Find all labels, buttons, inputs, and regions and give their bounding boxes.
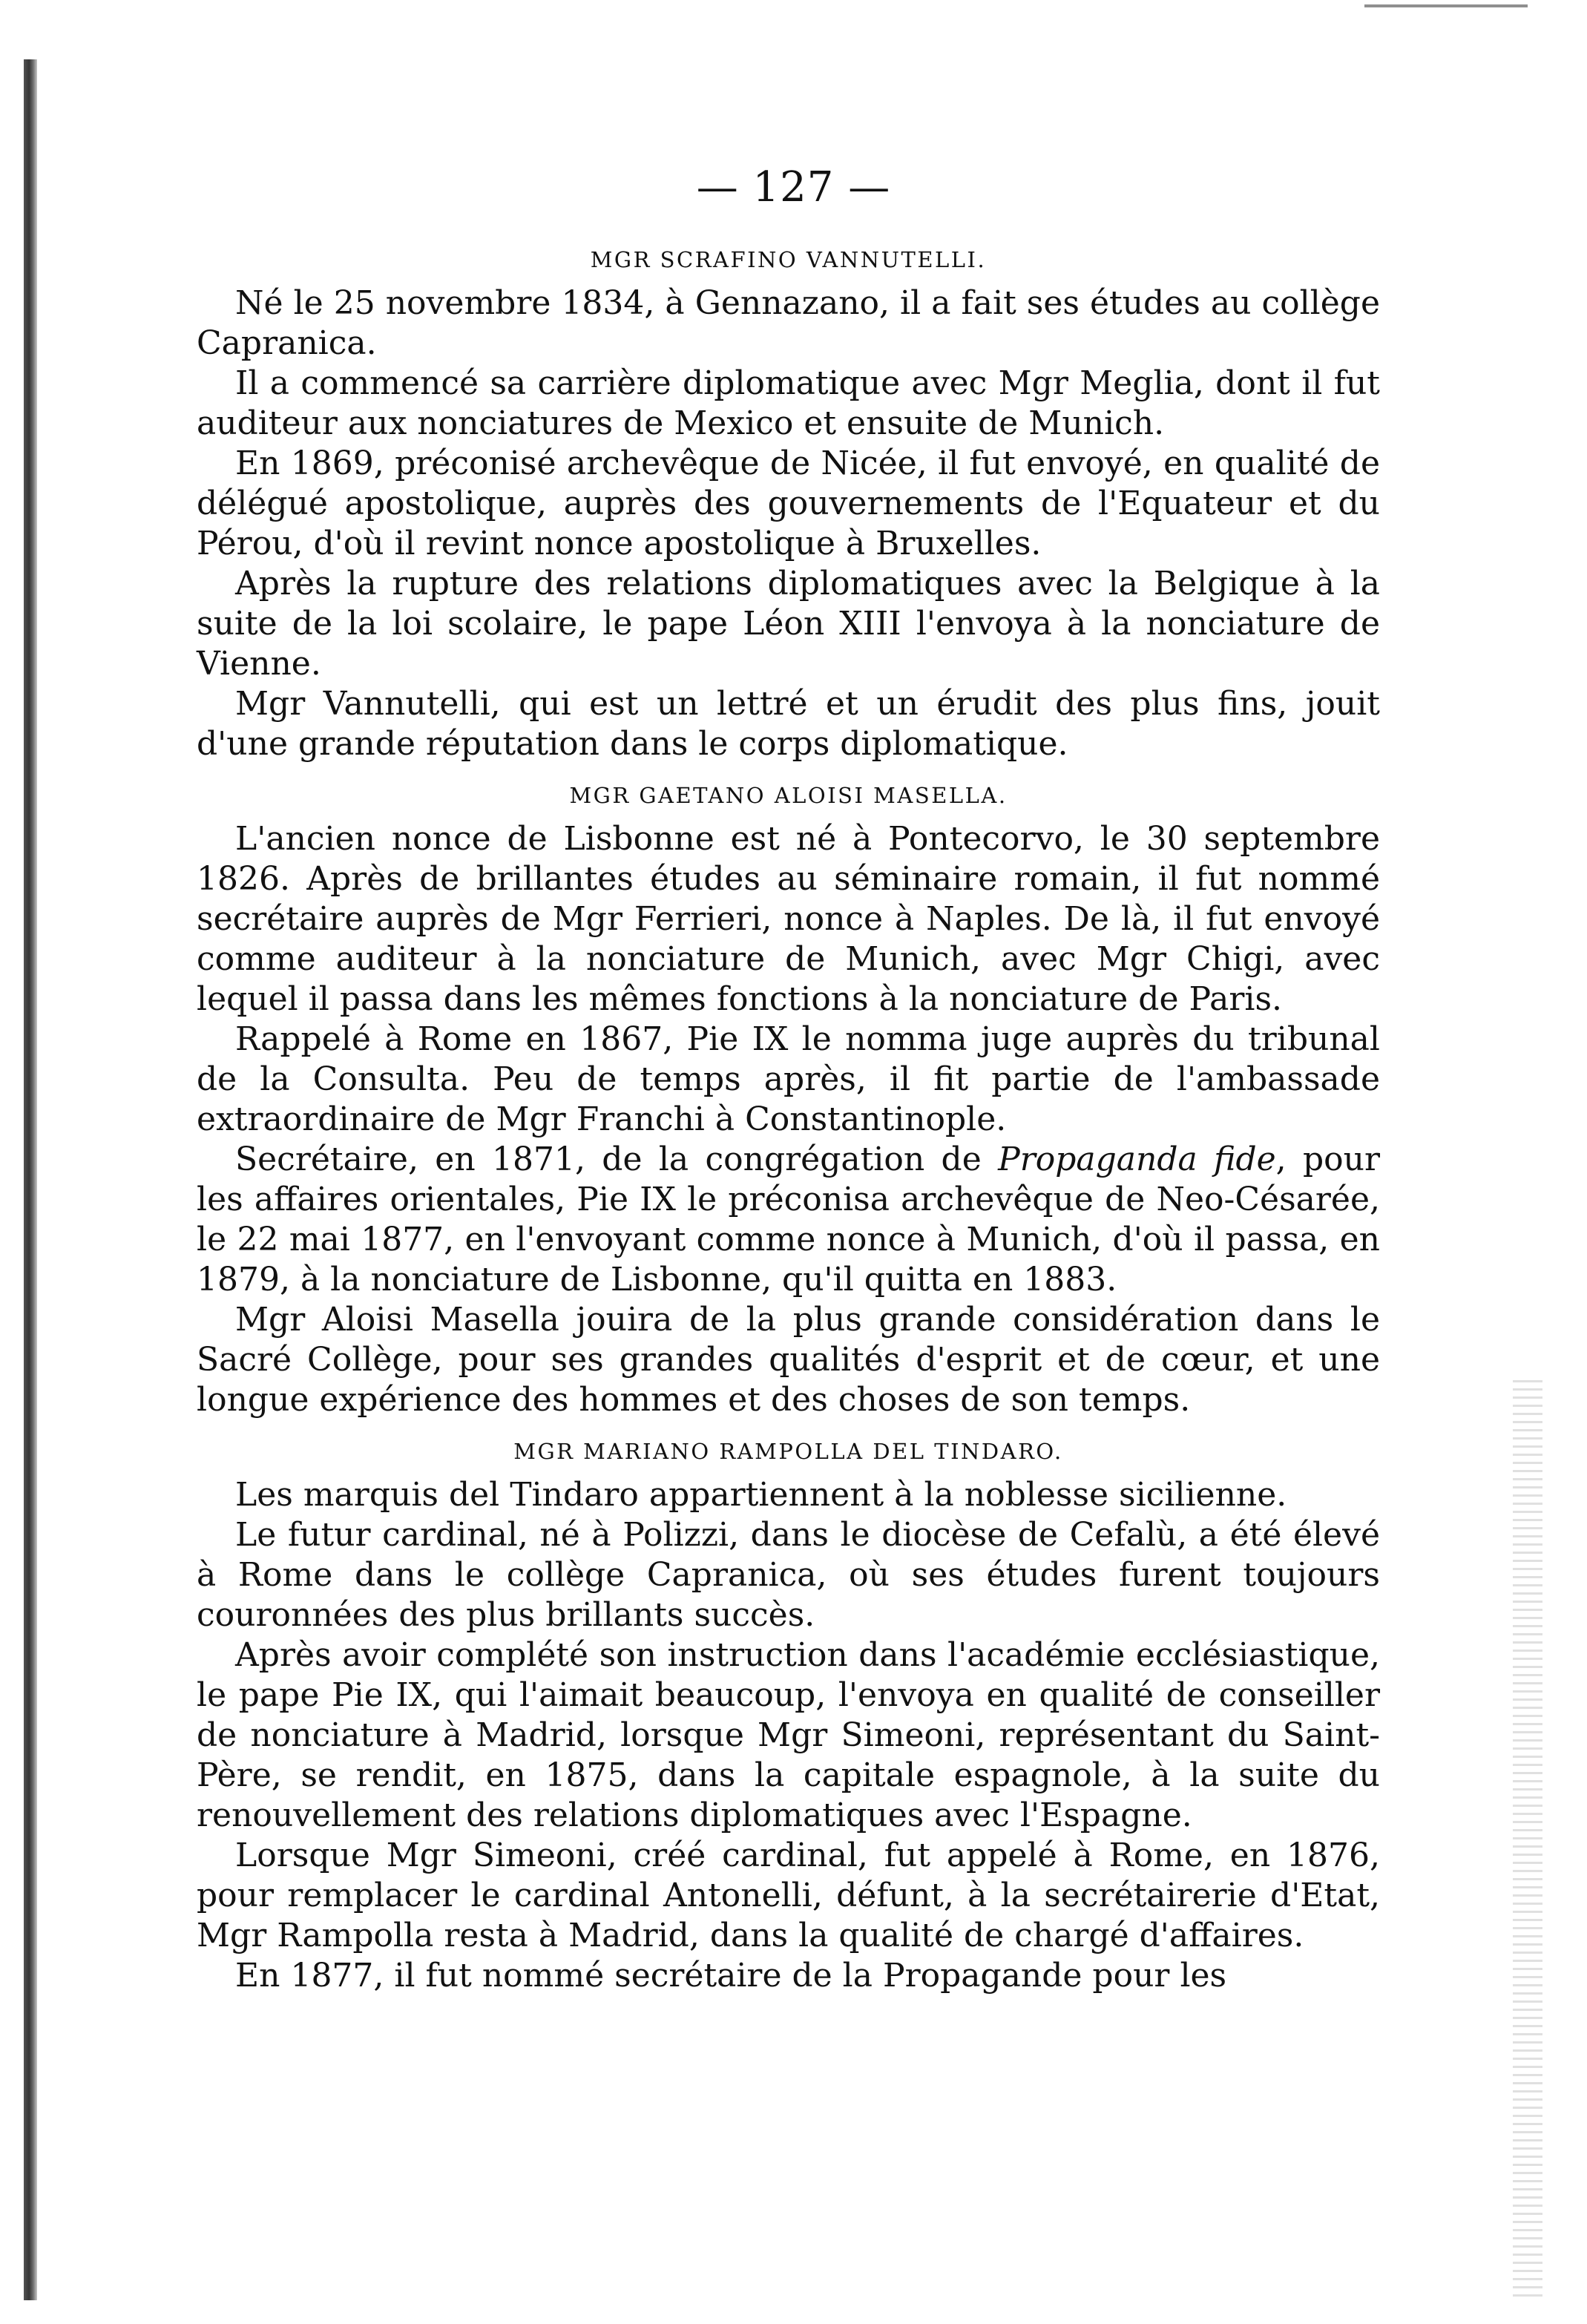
paragraph: Né le 25 novembre 1834, à Gennazano, il a fait ses études au collège Capranica. xyxy=(197,284,1380,362)
paragraph: Le futur cardinal, né à Polizzi, dans le diocèse de Cefalù, a été élevé à Rome dans le collège Capranica, où ses études furent toujours couronnées des plus brillants succès. xyxy=(197,1516,1380,1634)
paragraph: Rappelé à Rome en 1867, Pie IX le nomma juge auprès du tribunal de la Consulta. Peu de temps après, il fit partie de l'ambassade extraordinaire de Mgr Franchi à Constantinople. xyxy=(197,1020,1380,1138)
paragraph xyxy=(197,1140,1380,1300)
paragraph: En 1877, il fut nommé secrétaire de la Propagande pour les xyxy=(235,1957,1227,1995)
section-title: MGR GAETANO ALOISI MASELLA. xyxy=(569,783,1008,808)
paragraph-start: Secrétaire, en 1871, de la congrégation de xyxy=(235,1140,999,1178)
page-number: — 127 — xyxy=(696,163,891,211)
paragraph: Après avoir complété son instruction dans l'académie ecclésiastique, le pape Pie IX, qui l'aimait beaucoup, l'envoya en qualité de conseiller de nonciature à Madrid, lorsque Mgr Simeoni, représentant du Saint-Père, se rendit, en 1875, dans la capitale espagnole, à la suite du renouvellement des relations diplomatiques avec l'Espagne. xyxy=(197,1636,1380,1834)
scan-top-noise xyxy=(1364,4,1528,7)
paragraph-end: , pour les affaires orientales, Pie IX le préconisa archevêque de Neo-Césarée, le 22 mai 1877, en l'envoyant comme nonce à Munich, d'où il passa, en 1879, à la nonciature de Lisbonne, qu'il quitta en 1883. xyxy=(197,1140,1381,1299)
section-title: MGR SCRAFINO VANNUTELLI. xyxy=(590,247,987,272)
paragraph: L'ancien nonce de Lisbonne est né à Pontecorvo, le 30 septembre 1826. Après de brillantes études au séminaire romain, il fut nommé secrétaire auprès de Mgr Ferrieri, nonce à Naples. De là, il fut envoyé comme auditeur à la nonciature de Munich, avec Mgr Chigi, avec lequel il passa dans les mêmes fonctions à la nonciature de Paris. xyxy=(197,820,1380,1018)
paragraph: Mgr Vannutelli, qui est un lettré et un érudit des plus fins, jouit d'une grande réputation dans le corps diplomatique. xyxy=(197,685,1380,763)
italic-term: Propaganda fide xyxy=(998,1140,1276,1178)
scan-edge-noise xyxy=(1513,1380,1542,2300)
scan-binding-edge xyxy=(24,59,37,2300)
paragraph: Mgr Aloisi Masella jouira de la plus grande considération dans le Sacré Collège, pour ses grandes qualités d'esprit et de cœur, et une longue expérience des hommes et des choses de son temps. xyxy=(197,1301,1380,1419)
paragraph: Après la rupture des relations diplomatiques avec la Belgique à la suite de la loi scolaire, le pape Léon XIII l'envoya à la nonciature de Vienne. xyxy=(197,565,1380,683)
paragraph: Il a commencé sa carrière diplomatique avec Mgr Meglia, dont il fut auditeur aux nonciatures de Mexico et ensuite de Munich. xyxy=(197,364,1380,442)
paragraph: Les marquis del Tindaro appartiennent à la noblesse sicilienne. xyxy=(235,1476,1287,1514)
paragraph: Lorsque Mgr Simeoni, créé cardinal, fut appelé à Rome, en 1876, pour remplacer le cardinal Antonelli, défunt, à la secrétairerie d'Etat, Mgr Rampolla resta à Madrid, dans la qualité de chargé d'affaires. xyxy=(197,1836,1380,1954)
section-title: MGR MARIANO RAMPOLLA DEL TINDARO. xyxy=(513,1439,1063,1464)
paragraph: En 1869, préconisé archevêque de Nicée, il fut envoyé, en qualité de délégué apostolique, auprès des gouvernements de l'Equateur et du Pérou, d'où il revint nonce apostolique à Bruxelles. xyxy=(197,444,1380,562)
text-column xyxy=(197,245,1380,1996)
